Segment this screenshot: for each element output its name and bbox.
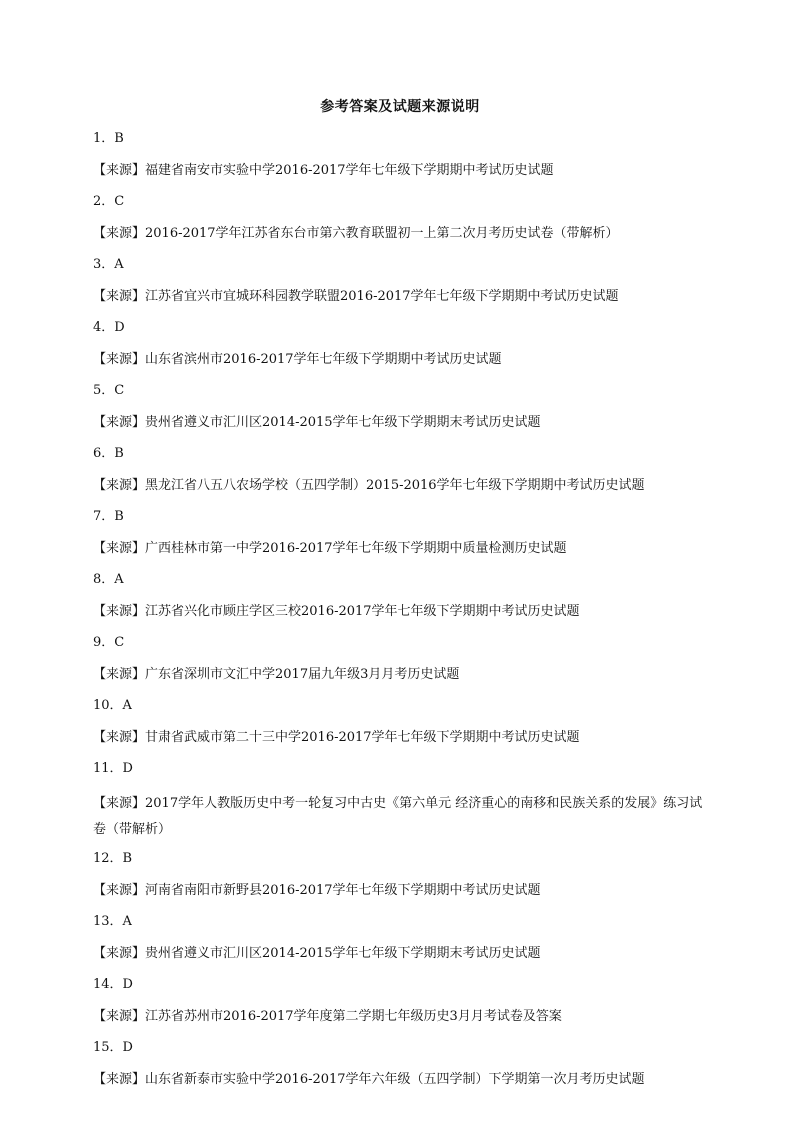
answer-item: 12．B bbox=[93, 851, 133, 866]
answer-item: 3．A bbox=[93, 257, 124, 272]
source-note: 【来源】山东省新泰市实验中学2016-2017学年六年级（五四学制）下学期第一次月考历史试题 bbox=[93, 1072, 645, 1087]
source-note: 【来源】江苏省兴化市顾庄学区三校2016-2017学年七年级下学期期中考试历史试题 bbox=[93, 604, 580, 619]
source-note: 【来源】贵州省遵义市汇川区2014-2015学年七年级下学期期末考试历史试题 bbox=[93, 415, 541, 430]
answer-item: 15．D bbox=[93, 1040, 133, 1055]
answer-item: 10．A bbox=[93, 698, 132, 713]
page-title: 参考答案及试题来源说明 bbox=[320, 99, 480, 115]
answer-item: 11．D bbox=[93, 761, 133, 776]
answer-list bbox=[93, 123, 713, 1101]
answer-item: 7．B bbox=[93, 509, 124, 524]
source-note: 【来源】广东省深圳市文汇中学2017届九年级3月月考历史试题 bbox=[93, 667, 460, 682]
source-note: 【来源】2017学年人教版历史中考一轮复习中古史《第六单元 经济重心的南移和民族关系的发展》练习试卷（带解析） bbox=[93, 796, 703, 837]
answer-item: 8．A bbox=[93, 572, 124, 587]
source-note: 【来源】福建省南安市实验中学2016-2017学年七年级下学期期中考试历史试题 bbox=[93, 163, 554, 178]
answer-item: 4．D bbox=[93, 320, 125, 335]
source-note: 【来源】2016-2017学年江苏省东台市第六教育联盟初一上第二次月考历史试卷（带解析） bbox=[93, 226, 619, 241]
source-note: 【来源】贵州省遵义市汇川区2014-2015学年七年级下学期期末考试历史试题 bbox=[93, 946, 541, 961]
source-note: 【来源】黑龙江省八五八农场学校（五四学制）2015-2016学年七年级下学期期中考试历史试题 bbox=[93, 478, 645, 493]
source-note: 【来源】河南省南阳市新野县2016-2017学年七年级下学期期中考试历史试题 bbox=[93, 883, 541, 898]
answer-item: 6．B bbox=[93, 446, 124, 461]
answer-item: 14．D bbox=[93, 977, 133, 992]
answer-item: 1．B bbox=[93, 131, 124, 146]
answer-item: 2．C bbox=[93, 194, 125, 209]
source-note: 【来源】江苏省苏州市2016-2017学年度第二学期七年级历史3月月考试卷及答案 bbox=[93, 1009, 562, 1024]
source-note: 【来源】山东省滨州市2016-2017学年七年级下学期期中考试历史试题 bbox=[93, 352, 502, 367]
answer-item: 9．C bbox=[93, 635, 125, 650]
source-note: 【来源】广西桂林市第一中学2016-2017学年七年级下学期期中质量检测历史试题 bbox=[93, 541, 567, 556]
source-note: 【来源】甘肃省武威市第二十三中学2016-2017学年七年级下学期期中考试历史试题 bbox=[93, 730, 580, 745]
answer-item: 5．C bbox=[93, 383, 125, 398]
answer-item: 13．A bbox=[93, 914, 132, 929]
source-note: 【来源】江苏省宜兴市宜城环科园教学联盟2016-2017学年七年级下学期期中考试历史试题 bbox=[93, 289, 619, 304]
